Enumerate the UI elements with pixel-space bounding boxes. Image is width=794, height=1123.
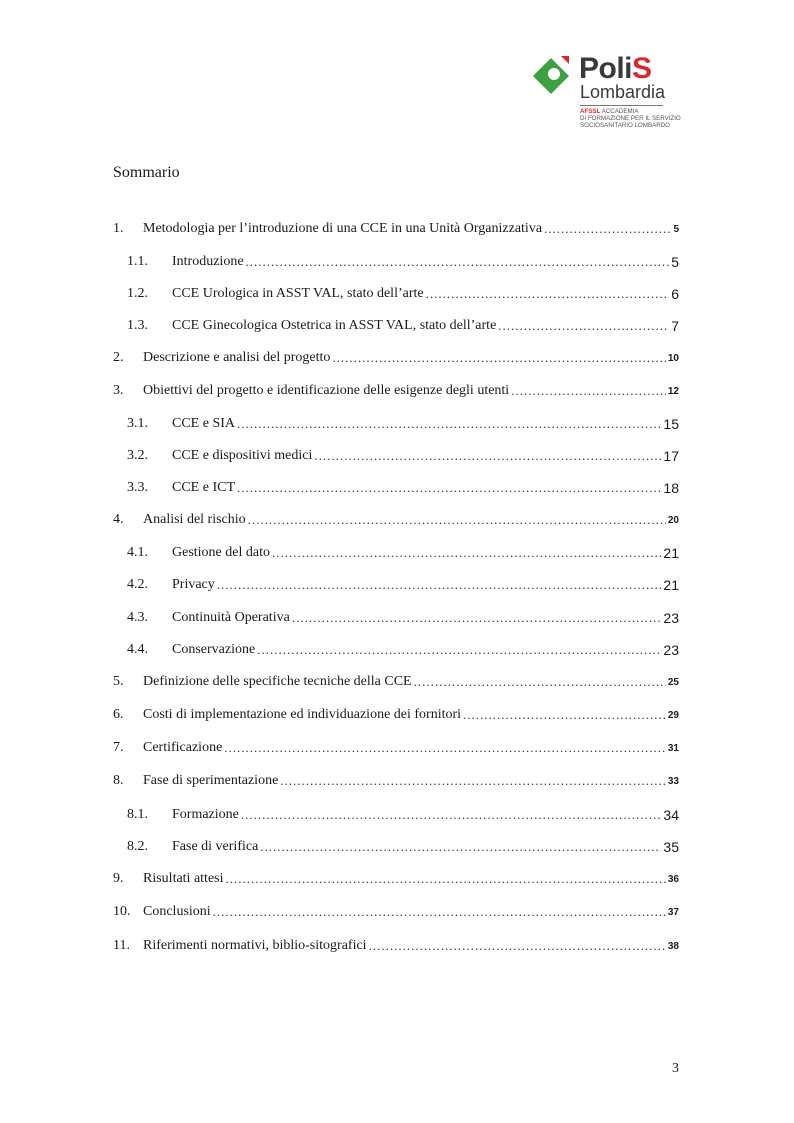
toc-entry-9[interactable] <box>113 868 679 888</box>
toc-num: 1.1. <box>127 254 148 269</box>
toc-label: CCE e dispositivi medici <box>172 448 313 463</box>
toc-label: Metodologia per l’introduzione di una CCE in una Unità Organizzativa <box>143 221 543 236</box>
toc-entry-1-2[interactable] <box>127 283 679 303</box>
toc-num: 6. <box>113 707 124 722</box>
toc-page: 34 <box>663 807 679 823</box>
toc-entry-8[interactable] <box>113 770 679 790</box>
toc-label: Continuità Operativa <box>172 610 290 625</box>
toc-entry-4-1[interactable] <box>127 542 679 562</box>
brand-region: Lombardia <box>580 82 666 102</box>
toc-entry-10[interactable] <box>113 901 679 921</box>
toc-page: 29 <box>667 710 679 721</box>
toc-num: 1.3. <box>127 318 148 333</box>
toc-label: Gestione del dato <box>172 545 270 560</box>
tag-line2: DI FORMAZIONE PER IL SERVIZIO <box>580 115 681 122</box>
toc-label: Certificazione <box>143 740 223 755</box>
toc-label: Conservazione <box>172 642 256 657</box>
toc-num: 11. <box>113 938 130 953</box>
tag-org: AFSSL <box>580 108 601 115</box>
toc-label: Fase di verifica <box>172 839 259 854</box>
toc-num: 3.2. <box>127 448 148 463</box>
toc-entry-5[interactable] <box>113 671 679 691</box>
toc-entry-6[interactable] <box>113 704 679 724</box>
toc-page: 38 <box>667 941 679 952</box>
page-number: 3 <box>672 1061 679 1076</box>
toc-entry-3[interactable] <box>113 380 679 400</box>
toc-page: 21 <box>663 545 679 561</box>
page-title: Sommario <box>113 164 180 181</box>
toc-page: 10 <box>667 353 679 364</box>
toc-page: 35 <box>663 839 679 855</box>
toc-label: Privacy <box>172 577 215 592</box>
toc-label: Analisi del rischio <box>143 512 246 527</box>
toc-label: CCE e ICT <box>172 480 235 495</box>
toc-entry-4-3[interactable] <box>127 607 679 627</box>
toc-num: 9. <box>113 871 124 886</box>
toc-label: Riferimenti normativi, biblio-sitografici <box>143 938 367 953</box>
toc-page: 36 <box>667 874 679 885</box>
toc-page: 5 <box>671 254 679 270</box>
toc-entry-2[interactable] <box>113 347 679 367</box>
toc-entry-1-1[interactable] <box>127 251 679 271</box>
toc-label: Risultati attesi <box>143 871 224 886</box>
toc-entry-4-4[interactable] <box>127 639 679 659</box>
brand-s: S <box>632 52 652 85</box>
toc-num: 4.1. <box>127 545 148 560</box>
toc-entry-11[interactable] <box>113 935 679 955</box>
toc-num: 1.2. <box>127 286 148 301</box>
toc-page: 23 <box>663 642 679 658</box>
toc-label: Fase di sperimentazione <box>143 773 279 788</box>
toc-num: 7. <box>113 740 124 755</box>
toc-entry-3-1[interactable] <box>127 413 679 433</box>
toc-page: 37 <box>667 907 679 918</box>
toc-label: Formazione <box>172 807 239 822</box>
toc-entry-3-3[interactable] <box>127 477 679 497</box>
toc-num: 3.3. <box>127 480 148 495</box>
toc-label: Descrizione e analisi del progetto <box>143 350 331 365</box>
toc-page: 12 <box>667 386 679 397</box>
toc-page: 23 <box>663 610 679 626</box>
toc-num: 10. <box>113 904 131 919</box>
toc-page: 20 <box>667 515 679 526</box>
toc-label: Obiettivi del progetto e identificazione delle esigenze degli utenti <box>143 383 510 398</box>
toc-entry-8-1[interactable] <box>127 804 679 824</box>
toc-page: 15 <box>663 416 679 432</box>
toc-num: 2. <box>113 350 124 365</box>
toc-num: 3.1. <box>127 416 148 431</box>
toc-entry-8-2[interactable] <box>127 836 679 856</box>
brand-poli: Poli <box>579 52 633 85</box>
toc-page: 7 <box>671 318 679 334</box>
toc-page: 5 <box>673 224 679 235</box>
toc-num: 1. <box>113 221 124 236</box>
toc-num: 4.3. <box>127 610 148 625</box>
toc-page: 17 <box>663 448 679 464</box>
toc-entry-4[interactable] <box>113 509 679 529</box>
toc-label: Conclusioni <box>143 904 211 919</box>
tag-line3: SOCIOSANITARIO LOMBARDO <box>580 122 670 129</box>
toc-label: CCE e SIA <box>172 416 235 431</box>
toc-label: Definizione delle specifiche tecniche della CCE <box>143 674 412 689</box>
toc-label: Introduzione <box>172 254 244 269</box>
toc-num: 4. <box>113 512 124 527</box>
toc-num: 8. <box>113 773 124 788</box>
toc-entry-4-2[interactable] <box>127 574 679 594</box>
toc-page: 25 <box>667 677 679 688</box>
toc-page: 18 <box>663 480 679 496</box>
toc-page: 21 <box>663 577 679 593</box>
toc-entry-3-2[interactable] <box>127 445 679 465</box>
toc-label: Costi di implementazione ed individuazione dei fornitori <box>143 707 462 722</box>
toc-label: CCE Ginecologica Ostetrica in ASST VAL, stato dell’arte <box>172 318 497 333</box>
tag-line1: ACCADEMIA <box>601 108 639 115</box>
toc-page: 31 <box>667 743 679 754</box>
toc-label: CCE Urologica in ASST VAL, stato dell’arte <box>172 286 424 301</box>
toc-num: 8.1. <box>127 807 148 822</box>
toc-page: 33 <box>667 776 679 787</box>
toc-num: 4.4. <box>127 642 148 657</box>
toc-entry-7[interactable] <box>113 737 679 757</box>
toc-num: 8.2. <box>127 839 148 854</box>
toc-num: 4.2. <box>127 577 148 592</box>
toc-num: 5. <box>113 674 124 689</box>
toc-num: 3. <box>113 383 124 398</box>
toc-page: 6 <box>671 286 679 302</box>
toc-entry-1-3[interactable] <box>127 315 679 335</box>
toc-entry-1[interactable] <box>113 218 679 238</box>
